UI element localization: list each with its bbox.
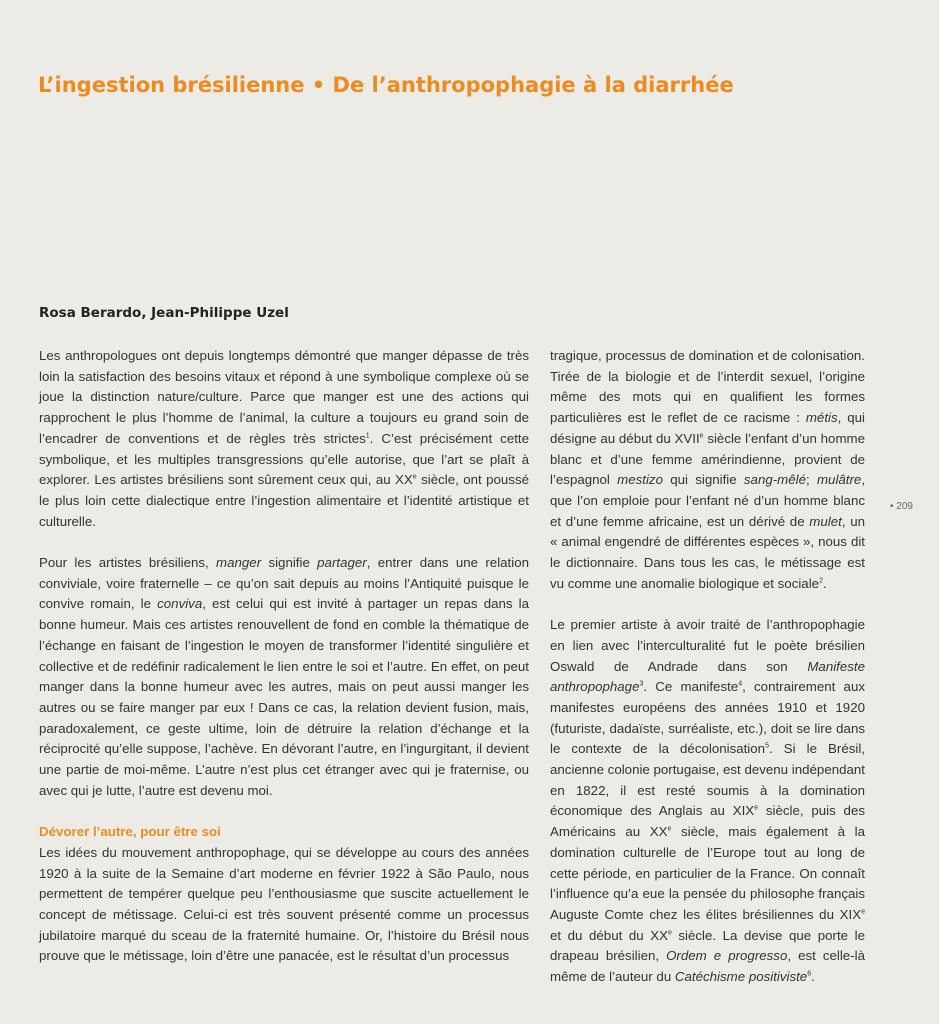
article-title: L’ingestion brésilienne • De l’anthropophagie à la diarrhée: [38, 73, 734, 97]
paragraph: Les idées du mouvement anthropophage, qui se développe au cours des années 1920 à la suite de la Semaine d’art moderne en février 1922 à São Paulo, nous permettent de tempérer quelque peu l’enthousiasme que suscite actuellement le concept de métissage. Celui-ci est très souvent présenté comme un processus jubilatoire marqué du sceau de la fraternité humaine. Or, l’histoire du Brésil nous prouve que le métissage, loin d’être une panacée, est le résultat d’un processus: [39, 844, 529, 964]
paragraph: Les anthropologues ont depuis longtemps démontré que manger dépasse de très loin la satisfaction des besoins vitaux et répond à une symbolique complexe où se joue la distinction nature/culture. Parce que manger est une des actions qui rapprochent le plus l’homme de l’animal, la culture a toujours eu grand soin de l’encadrer de conventions et de règles très strictes$^1$. C’est précisément cette symbolique, et les multiples transgressions qu’elle autorise, que l’art se plaît à explorer. Les artistes brésiliens sont sûrement ceux qui, au XXe siècle, ont poussé le plus loin cette dialectique entre l’ingestion alimentaire et l’identité artistique et culturelle.: [39, 348, 529, 529]
paragraph: tragique, processus de domination et de colonisation. Tirée de la biologie et de l’interdit sexuel, l’origine même des mots qui en qualifient les formes particulières est le reflet de ce racisme : métis, qui désigne au début du XVIIe siècle l’enfant d’un homme blanc et d’une femme amérindienne, provient de l’espagnol mestizo qui signifie sang-mêlé; mulâtre, que l’on emploie pour l’enfant né d’un homme blanc et d’une femme africaine, est un dérivé de mulet, un « animal engendré de différentes espèces », nous dit le dictionnaire. Dans tous les cas, le métissage est vu comme une anomalie biologique et sociale$^2$.: [550, 348, 866, 591]
footnote-ref: 1: [365, 432, 370, 440]
left-column: [39, 346, 529, 967]
footnote-ref: 6: [807, 970, 812, 978]
footnote-ref: 3: [639, 680, 644, 688]
right-column: [550, 346, 865, 988]
page-number: • 209: [890, 501, 913, 512]
footnote-ref: 4: [738, 680, 743, 688]
footnote-ref: 5: [765, 742, 769, 750]
footnote-ref: 2: [819, 577, 823, 585]
section-subheading: Dévorer l’autre, pour être soi: [39, 824, 221, 840]
paragraph: Le premier artiste à avoir traité de l’anthropophagie en lien avec l’interculturalité fut le poète brésilien Oswald de Andrade dans son Manifeste anthropophage$^3$. Ce manifeste$^4$, contrairement aux manifestes européens des années 1910 et 1920 (futuriste, dadaïste, surréaliste, etc.), doit se lire dans le contexte de la décolonisation$^5$. Si le Brésil, ancienne colonie portugaise, est devenu indépendant en 1822, il est resté soumis à la domination économique des Anglais au XIXe siècle, puis des Américains au XXe siècle, mais également à la domination culturelle de l’Europe tout au long de cette période, en particulier de la France. On connaît l’influence qu’a eue la pensée du philosophe français Auguste Comte chez les élites brésiliennes du XIXe et du début du XXe siècle. La devise que porte le drapeau brésilien, Ordem e progresso, est celle-là même de l’auteur du Catéchisme positiviste$^6$.: [550, 617, 866, 985]
paragraph: Pour les artistes brésiliens, manger signifie partager, entrer dans une relation conviviale, voire fraternelle – ce qu’on sait depuis au moins l’Antiquité puisque le convive romain, le conviva, est celui qui est invité à partager un repas dans la bonne humeur. Mais ces artistes renouvellent de fond en comble la thématique de l’échange en faisant de l’ingestion le moyen de transformer l’identité singulière et collective et de redéfinir radicalement le lien entre le soi et l’autre. En effet, on peut manger dans la bonne humeur avec les autres, mais on peut aussi manger les autres ou se faire manger par eux ! Dans ce cas, la relation devient fusion, mais, paradoxalement, ce geste ultime, loin de détruire la relation d’échange et la réciprocité qu’elle suppose, l’achève. En dévorant l’autre, en l’ingurgitant, il devient une partie de moi-même. L’autre n’est plus cet étranger avec qui je fraternise, ou avec qui je lutte, l’autre est devenu moi.: [39, 555, 529, 798]
authors: Rosa Berardo, Jean-Philippe Uzel: [39, 305, 289, 321]
